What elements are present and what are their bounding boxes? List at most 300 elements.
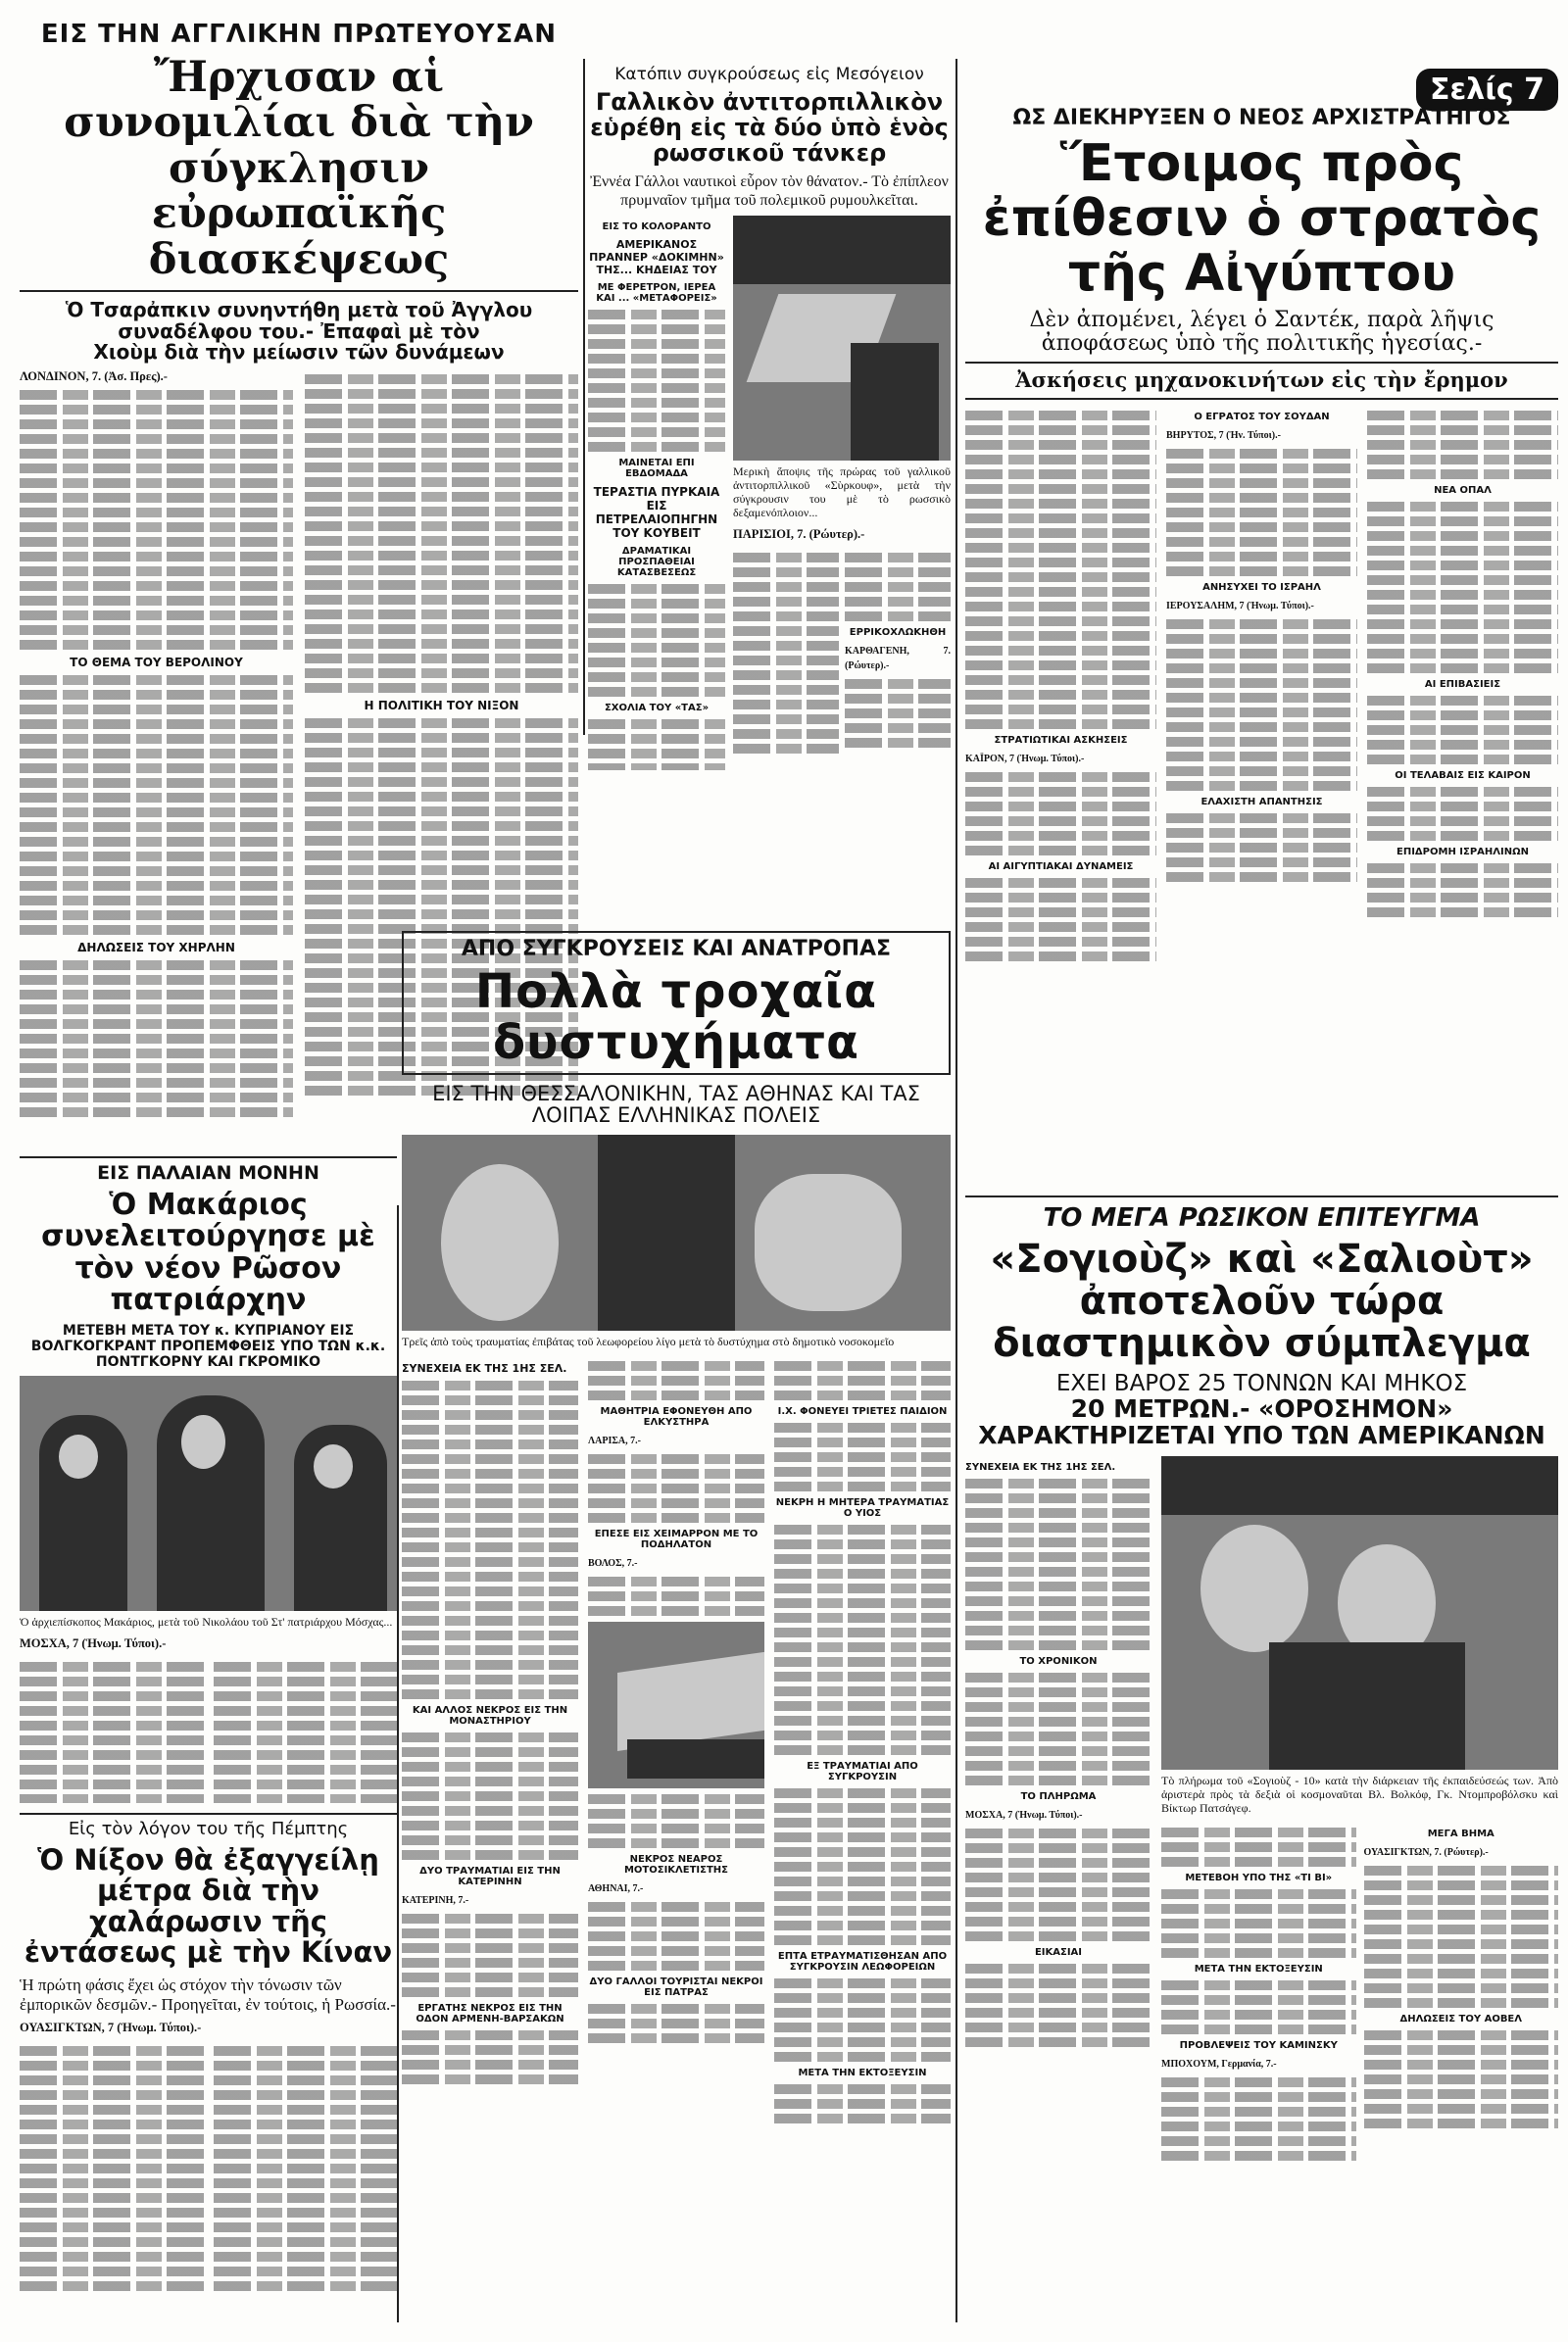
text-line xyxy=(305,551,578,561)
sidebar-briefs xyxy=(588,216,725,770)
section-subhead: ΑΙ ΕΠΙΒΑΣΙΕΙΣ xyxy=(1424,678,1501,690)
text-line xyxy=(402,1616,578,1626)
text-line xyxy=(402,1601,578,1611)
text-line xyxy=(305,718,578,728)
text-line xyxy=(1367,469,1558,479)
story-kicker: ΤΟ ΜΕΓΑ ΡΩΣΙΚΟΝ ΕΠΙΤΕΥΓΜΑ xyxy=(1043,1203,1481,1233)
text-line xyxy=(1367,411,1558,420)
text-line xyxy=(1166,707,1357,717)
text-line xyxy=(1367,907,1558,917)
text-line xyxy=(588,2004,764,2014)
space-story xyxy=(965,1195,1558,2322)
text-line xyxy=(20,596,293,606)
text-line xyxy=(965,1640,1152,1650)
text-line xyxy=(965,1902,1152,1912)
text-line xyxy=(845,611,951,621)
text-line xyxy=(402,1439,578,1449)
text-line xyxy=(305,668,578,678)
text-line xyxy=(1166,649,1357,659)
text-line xyxy=(588,749,725,758)
photo-caption: Τρεῖς ἀπὸ τοὺς τραυματίας ἐπιβάτας τοῦ λεωφορείου λίγο μετὰ τὸ δυστύχημα στὸ δημοτικὸ νοσοκομεῖο xyxy=(402,1335,895,1348)
text-line xyxy=(1367,455,1558,464)
text-line xyxy=(402,1498,578,1508)
text-line xyxy=(1166,766,1357,776)
text-line xyxy=(588,584,725,594)
text-line xyxy=(402,1928,578,1938)
text-line xyxy=(1166,737,1357,747)
text-line xyxy=(305,806,578,816)
text-line xyxy=(1161,1980,1356,1990)
section-subhead: ΚΑΙ ΑΛΛΟΣ ΝΕΚΡΟΣ ΕΙΣ ΤΗΝ ΜΟΝΑΣΤΗΡΙΟΥ xyxy=(412,1705,568,1727)
text-line xyxy=(588,658,725,667)
text-line xyxy=(965,660,1156,670)
text-line xyxy=(20,1049,293,1058)
text-line xyxy=(402,1958,578,1968)
text-line xyxy=(214,2178,398,2188)
text-line xyxy=(1161,1904,1356,1914)
text-line xyxy=(588,1577,764,1586)
text-line xyxy=(402,1425,578,1435)
text-line xyxy=(733,729,839,739)
text-line xyxy=(774,1584,951,1593)
text-line xyxy=(402,2045,578,2055)
text-line xyxy=(588,368,725,378)
text-line xyxy=(20,793,293,803)
text-line xyxy=(1367,878,1558,888)
text-line xyxy=(588,398,725,408)
text-line xyxy=(305,565,578,575)
text-line xyxy=(20,1107,293,1117)
section-subhead: Ι.Χ. ΦΟΝΕΥΕΙ ΤΡΙΕΤΕΣ ΠΑΙΔΙΟΝ xyxy=(777,1406,948,1417)
text-line xyxy=(20,493,293,503)
text-line xyxy=(965,602,1156,611)
egypt-story xyxy=(965,106,1558,1184)
text-line xyxy=(588,1809,764,1819)
text-line xyxy=(402,1791,578,1801)
text-line xyxy=(774,1686,951,1696)
dateline: ΠΑΡΙΣΙΟΙ, 7. (Ρώυτερ).- xyxy=(733,526,865,541)
text-line xyxy=(305,865,578,875)
text-line xyxy=(20,1063,293,1073)
text-line xyxy=(1166,508,1357,517)
story-headline: Ὁ Μακάριος συνελειτούργησε μὲ τὸν νέον Ρῶσον πατριάρχην xyxy=(41,1188,375,1318)
text-line xyxy=(774,1554,951,1564)
text-line xyxy=(20,2105,204,2115)
text-line xyxy=(20,2281,204,2291)
text-line xyxy=(965,1567,1152,1577)
story-deck: ΜΕΤΕΒΗ ΜΕΤΑ ΤΟΥ κ. ΚΥΠΡΙΑΝΟΥ ΕΙΣ ΒΟΛΓΚΟΓΚΡΑΝΤ ΠΡΟΠΕΜΦΘΕΙΣ ΥΠΟ ΤΩΝ κ.κ. ΠΟΝΤΓΚΟΡΝΥ ΚΑΙ ΓΚΡΟΜΙΚΟ xyxy=(30,1322,386,1370)
text-line xyxy=(1166,872,1357,882)
text-line xyxy=(20,763,293,773)
text-line xyxy=(774,1361,951,1371)
text-line xyxy=(20,2061,204,2071)
text-line xyxy=(214,2193,398,2203)
section-subhead: ΔΗΛΩΣΕΙΣ ΤΟΥ ΑΟΒΕΛ xyxy=(1399,2014,1523,2025)
text-line xyxy=(20,675,293,685)
text-line xyxy=(1367,755,1558,764)
text-line xyxy=(1367,440,1558,450)
text-line xyxy=(20,1093,293,1102)
text-line xyxy=(965,1493,1152,1503)
text-line xyxy=(965,2037,1152,2047)
section-subhead: ΔΥΟ ΤΡΑΥΜΑΤΙΑΙ ΕΙΣ ΤΗΝ ΚΑΤΕΡΙΝΗΝ xyxy=(419,1866,561,1887)
text-line xyxy=(1166,634,1357,644)
text-line xyxy=(1161,1828,1356,1837)
dateline: ΜΟΣΧΑ, 7 (Ἡνωμ. Τύποι).- xyxy=(965,1810,1083,1822)
destroyer-photo xyxy=(733,216,951,461)
text-line xyxy=(965,1873,1152,1882)
text-line xyxy=(20,434,293,444)
text-line xyxy=(588,599,725,609)
text-line xyxy=(402,1835,578,1845)
text-line xyxy=(20,837,293,847)
text-line xyxy=(774,2023,951,2032)
text-line xyxy=(588,734,725,744)
text-line xyxy=(20,2193,204,2203)
text-line xyxy=(588,1902,764,1912)
text-line xyxy=(402,1675,578,1684)
text-line xyxy=(1364,1998,1559,2008)
text-line xyxy=(1364,1910,1559,1920)
text-line xyxy=(588,1946,764,1956)
text-line xyxy=(1161,1948,1356,1958)
text-line xyxy=(1364,2089,1559,2099)
text-line xyxy=(214,2267,398,2276)
text-line xyxy=(305,595,578,605)
text-line xyxy=(774,1921,951,1930)
text-line xyxy=(588,413,725,422)
text-line xyxy=(20,1677,204,1686)
text-line xyxy=(1161,2107,1356,2117)
text-line xyxy=(402,1777,578,1786)
text-line xyxy=(20,690,293,700)
text-line xyxy=(774,1731,951,1740)
text-line xyxy=(965,1746,1152,1756)
text-line xyxy=(965,675,1156,685)
text-line xyxy=(965,1964,1152,1974)
text-line xyxy=(305,792,578,802)
text-line xyxy=(20,1721,204,1731)
text-line xyxy=(733,744,839,754)
text-line xyxy=(965,528,1156,538)
column-rule xyxy=(397,1205,399,2322)
text-line xyxy=(1166,493,1357,503)
text-line xyxy=(305,536,578,546)
text-line xyxy=(774,1745,951,1755)
text-line xyxy=(305,610,578,619)
text-line xyxy=(965,951,1156,961)
text-line xyxy=(20,390,293,400)
text-line xyxy=(965,846,1156,855)
text-line xyxy=(20,419,293,429)
text-line xyxy=(845,738,951,748)
text-line xyxy=(733,553,839,562)
text-line xyxy=(305,836,578,846)
story-headline: Γαλλικὸν ἀντιτορπιλλικὸν εὑρέθη εἰς τὰ δύο ὑπὸ ἑνὸς ρωσσικοῦ τάνκερ xyxy=(590,88,949,167)
text-line xyxy=(965,1717,1152,1727)
text-line xyxy=(1166,619,1357,629)
text-line xyxy=(402,1973,578,1982)
text-line xyxy=(402,1513,578,1523)
text-line xyxy=(20,1034,293,1044)
text-line xyxy=(20,581,293,591)
text-line xyxy=(20,1750,204,1760)
text-line xyxy=(965,2008,1152,2018)
text-line xyxy=(588,687,725,697)
text-line xyxy=(845,553,951,562)
text-line xyxy=(20,2120,204,2129)
text-line xyxy=(1367,619,1558,629)
accident-victims-photo xyxy=(402,1135,951,1331)
text-line xyxy=(1367,575,1558,585)
text-line xyxy=(20,1662,204,1672)
text-line xyxy=(588,2033,764,2043)
text-line xyxy=(774,1818,951,1828)
dateline: ΟΥΑΣΙΓΚΤΩΝ, 7. (Ρώυτερ).- xyxy=(1363,1847,1489,1859)
text-line xyxy=(965,440,1156,450)
text-line xyxy=(588,354,725,364)
text-line xyxy=(965,411,1156,420)
text-line xyxy=(402,1586,578,1596)
text-line xyxy=(1364,2045,1559,2055)
text-line xyxy=(20,852,293,861)
text-line xyxy=(20,464,293,473)
text-line xyxy=(965,1523,1152,1533)
text-line xyxy=(1367,649,1558,659)
text-line xyxy=(305,909,578,919)
nixon-story xyxy=(20,1813,397,2322)
dateline: ΙΕΡΟΥΣΑΛΗΜ, 7 (Ἡνωμ. Τύποι).- xyxy=(1166,600,1314,611)
text-line xyxy=(1166,663,1357,673)
section-subhead: ΜΑΘΗΤΡΙΑ ΕΦΟΝΕΥΘΗ ΑΠΟ ΕΛΚΥΣΤΗΡΑ xyxy=(600,1406,753,1428)
photo-caption: Μερικὴ ἄποψις τῆς πρώρας τοῦ γαλλικοῦ ἀντιτορπιλλικοῦ «Σὺρκουφ», μετὰ τὴν σύγκρουσιν του μὲ τὸ ρωσσικὸ δεξαμενόπλοιον... xyxy=(733,464,951,519)
text-line xyxy=(965,1687,1152,1697)
text-line xyxy=(402,1572,578,1582)
story-headline: Ὁ Νίξον θὰ ἐξαγγείλῃ μέτρα διὰ τὴν χαλάρωσιν τῆς ἐντάσεως μὲ τὴν Κίναν xyxy=(24,1843,393,1969)
section-subhead: ΔΥΟ ΓΑΛΛΟΙ ΤΟΥΡΙΣΤΑΙ ΝΕΚΡΟΙ ΕΙΣ ΠΑΤΡΑΣ xyxy=(589,1976,763,1998)
text-line xyxy=(402,1469,578,1479)
text-line xyxy=(305,748,578,757)
text-line xyxy=(588,643,725,653)
text-line xyxy=(214,2105,398,2115)
text-line xyxy=(402,1943,578,1953)
text-line xyxy=(588,628,725,638)
page-number-badge: Σελίς 7 xyxy=(1416,69,1558,111)
text-line xyxy=(774,1598,951,1608)
section-subhead: ΜΕΤΑ ΤΗΝ ΕΚΤΟΞΕΥΣΙΝ xyxy=(1194,1964,1323,1976)
text-line xyxy=(588,719,725,729)
text-line xyxy=(965,893,1156,903)
text-line xyxy=(20,640,293,650)
brief-subhead: ΣΧΟΛΙΑ ΤΟΥ «ΤΑΣ» xyxy=(604,702,710,713)
text-line xyxy=(20,778,293,788)
text-line xyxy=(1161,2077,1356,2087)
section-subhead: ΕΡΡΙΚΟΧΛΩΚΗΘΗ xyxy=(849,626,947,638)
text-line xyxy=(214,1750,398,1760)
text-line xyxy=(20,610,293,620)
text-line xyxy=(1161,1889,1356,1899)
text-line xyxy=(733,597,839,607)
text-line xyxy=(402,2030,578,2040)
text-line xyxy=(1364,2060,1559,2070)
text-line xyxy=(733,685,839,695)
story-deck: Δὲν ἀπομένει, λέγει ὁ Σαντέκ, παρὰ λῆψις ἀποφάσεως ὑπὸ τῆς πολιτικῆς ἡγεσίας.- xyxy=(1029,308,1494,357)
text-line xyxy=(214,2134,398,2144)
section-subhead: ΕΠΤΑ ΕΤΡΑΥΜΑΤΙΣΘΗΣΑΝ ΑΠΟ ΣΥΓΚΡΟΥΣΙΝ ΛΕΩΦΟΡΕΙΩΝ xyxy=(777,1951,948,1973)
text-line xyxy=(965,1843,1152,1853)
story-kicker: ΩΣ ΔΙΕΚΗΡΥΞΕΝ Ο ΝΕΟΣ ΑΡΧΙΣΤΡΑΤΗΓΟΣ xyxy=(1012,106,1511,130)
text-line xyxy=(305,880,578,890)
text-line xyxy=(20,1706,204,1716)
text-line xyxy=(1166,566,1357,576)
text-line xyxy=(774,2008,951,2018)
dateline: ΜΠΟΧΟΥΜ, Γερμανία, 7.- xyxy=(1161,2059,1277,2071)
dateline: ΛΑΡΙΣΑ, 7.- xyxy=(588,1436,641,1446)
text-line xyxy=(305,463,578,472)
continuation-label: ΣΥΝΕΧΕΙΑ ΕΚ ΤΗΣ 1ΗΣ ΣΕΛ. xyxy=(965,1462,1116,1474)
story-headline: Ἤρχισαν αἱ συνομιλίαι διὰ τὴν σύγκλησιν εὐρωπαϊκῆς διασκέψεως xyxy=(64,53,534,284)
text-line xyxy=(214,1677,398,1686)
text-line xyxy=(20,2267,204,2276)
text-line xyxy=(214,1691,398,1701)
text-line xyxy=(20,1794,204,1803)
text-line xyxy=(774,1525,951,1535)
text-line xyxy=(965,499,1156,509)
text-line xyxy=(845,694,951,704)
text-line xyxy=(1367,831,1558,841)
text-line xyxy=(1367,502,1558,512)
text-line xyxy=(20,1019,293,1029)
text-line xyxy=(588,1361,764,1371)
story-kicker: ΕΙΣ ΠΑΛΑΙΑΝ ΜΟΝΗΝ xyxy=(97,1162,319,1184)
text-line xyxy=(774,1613,951,1623)
text-line xyxy=(733,714,839,724)
column-rule xyxy=(956,59,957,1215)
text-line xyxy=(774,1862,951,1872)
text-line xyxy=(965,1887,1152,1897)
story-headline: Πολλὰ τροχαῖα δυστυχήματα xyxy=(474,964,878,1070)
text-line xyxy=(20,2164,204,2173)
text-line xyxy=(305,777,578,787)
text-line xyxy=(402,1645,578,1655)
text-line xyxy=(774,1701,951,1711)
text-line xyxy=(305,639,578,649)
text-line xyxy=(1166,857,1357,867)
text-line xyxy=(1367,546,1558,556)
text-line xyxy=(20,925,293,935)
text-line xyxy=(305,895,578,904)
column-rule xyxy=(583,59,585,735)
text-line xyxy=(305,762,578,772)
text-line xyxy=(774,1877,951,1886)
text-line xyxy=(1166,813,1357,823)
text-line xyxy=(774,1539,951,1549)
section-subhead: ΑΝΗΣΥΧΕΙ ΤΟ ΙΣΡΑΗΛ xyxy=(1202,581,1321,593)
text-line xyxy=(774,1935,951,1945)
text-line xyxy=(774,1672,951,1682)
destroyer-story xyxy=(588,65,951,770)
dateline: ΑΘΗΝΑΙ, 7.- xyxy=(588,1883,644,1894)
text-line xyxy=(733,670,839,680)
text-line xyxy=(588,1469,764,1479)
divider xyxy=(20,290,578,292)
text-line xyxy=(214,1735,398,1745)
text-line xyxy=(1364,1880,1559,1890)
text-line xyxy=(965,1931,1152,1941)
text-line xyxy=(20,449,293,459)
text-line xyxy=(965,1673,1152,1683)
text-line xyxy=(588,1498,764,1508)
text-line xyxy=(588,383,725,393)
section-subhead: ΕΠΙΔΡΟΜΗ ΙΣΡΑΗΛΙΝΩΝ xyxy=(1396,846,1529,857)
text-line xyxy=(965,937,1156,947)
brief-kicker: ΜΑΙΝΕΤΑΙ ΕΠΙ ΕΒΔΟΜΑΔΑ xyxy=(618,457,695,479)
accidents-header xyxy=(402,931,951,1075)
text-line xyxy=(1367,696,1558,706)
text-line xyxy=(214,1706,398,1716)
story-deck: Ἀσκήσεις μηχανοκινήτων εἰς τὴν ἔρημον xyxy=(1015,366,1508,392)
story-deck: ΕΧΕΙ ΒΑΡΟΣ 25 ΤΟΝΝΩΝ ΚΑΙ ΜΗΚΟΣ xyxy=(1055,1370,1468,1396)
text-line xyxy=(402,1542,578,1552)
text-line xyxy=(965,772,1156,782)
text-line xyxy=(965,690,1156,700)
text-line xyxy=(305,507,578,516)
text-line xyxy=(1367,516,1558,526)
section-subhead: ΟΙ ΤΕΛΑΒΑΙΣ ΕΙΣ ΚΑΙΡΟΝ xyxy=(1395,769,1531,781)
text-line xyxy=(1367,893,1558,903)
text-line xyxy=(965,907,1156,917)
text-line xyxy=(965,587,1156,597)
text-line xyxy=(774,1628,951,1637)
dateline: ΚΑΡΘΑΓΕΝΗ, 7. (Ρώυτερ).- xyxy=(845,645,951,671)
dateline: ΜΟΣΧΑ, 7 (Ἡνωμ. Τύποι).- xyxy=(20,1635,167,1650)
text-line xyxy=(965,787,1156,797)
section-subhead: ΠΡΟΒΛΕΨΕΙΣ ΤΟΥ ΚΑΜΙΝΣΚΥ xyxy=(1179,2040,1338,2052)
text-line xyxy=(588,1824,764,1833)
text-line xyxy=(1161,2136,1356,2146)
text-line xyxy=(965,1858,1152,1868)
text-line xyxy=(774,2114,951,2123)
section-subhead: ΣΤΡΑΤΙΩΤΙΚΑΙ ΑΣΚΗΣΕΙΣ xyxy=(994,734,1128,746)
text-line xyxy=(402,1747,578,1757)
text-line xyxy=(402,1557,578,1567)
column-rule xyxy=(956,1186,957,2322)
text-line xyxy=(1166,781,1357,791)
makarios-story xyxy=(20,1156,397,1803)
text-line xyxy=(20,2046,204,2056)
text-line xyxy=(588,324,725,334)
text-line xyxy=(965,1776,1152,1785)
text-line xyxy=(20,405,293,415)
text-line xyxy=(20,478,293,488)
text-line xyxy=(965,631,1156,641)
text-line xyxy=(402,1850,578,1860)
section-subhead: ΤΟ ΧΡΟΝΙΚΟΝ xyxy=(1019,1656,1098,1668)
text-line xyxy=(774,1978,951,1988)
text-line xyxy=(965,1829,1152,1838)
brief-subhead: ΜΕ ΦΕΡΕΤΡΟΝ, ΙΕΡΕΑ ΚΑΙ ... «ΜΕΤΑΦΟΡΕΙΣ» xyxy=(596,281,717,304)
text-line xyxy=(214,2281,398,2291)
section-subhead: ΜΕΤΑ ΤΗΝ ΕΚΤΟΞΕΥΣΙΝ xyxy=(798,2068,927,2078)
text-line xyxy=(305,389,578,399)
text-line xyxy=(20,705,293,714)
text-line xyxy=(1364,1954,1559,1964)
section-subhead: Η ΠΟΛΙΤΙΚΗ ΤΟΥ ΝΙΞΟΝ xyxy=(364,698,519,712)
text-line xyxy=(20,807,293,817)
text-line xyxy=(1161,1857,1356,1867)
text-line xyxy=(20,749,293,758)
text-line xyxy=(20,910,293,920)
